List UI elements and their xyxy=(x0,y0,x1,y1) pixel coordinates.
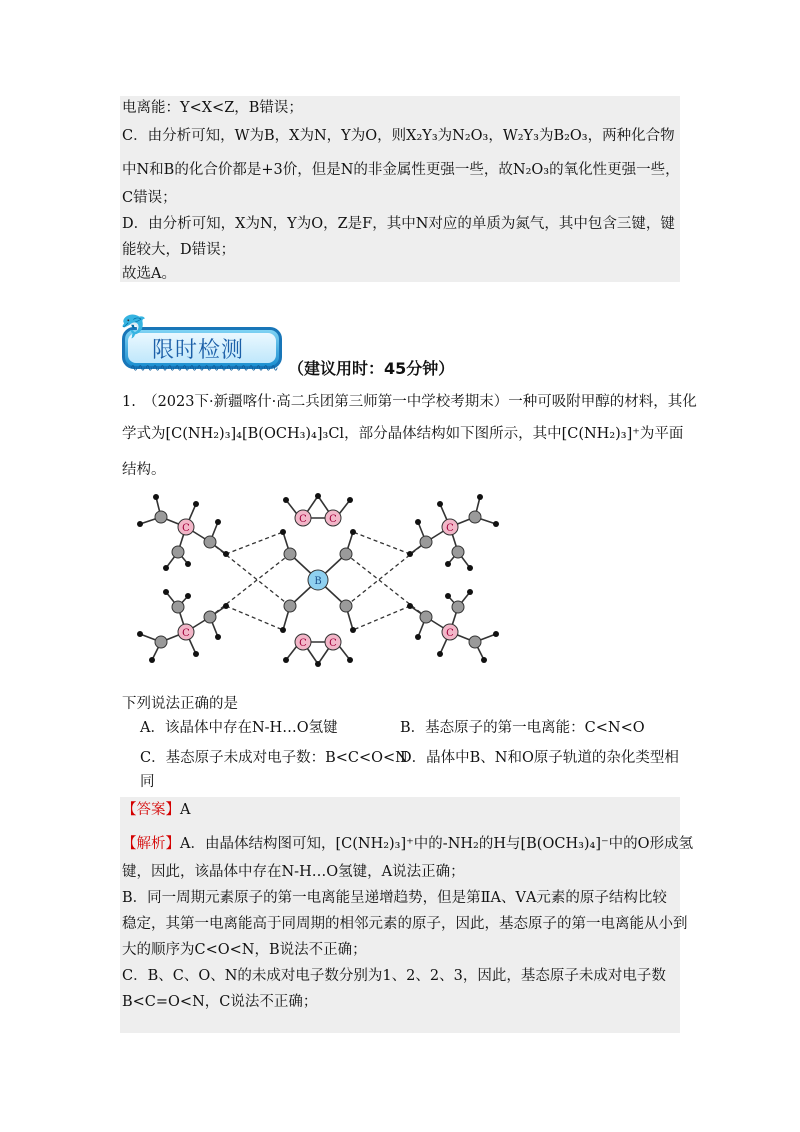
analysis-line xyxy=(122,834,693,854)
option-d: D．晶体中B、N和O原子轨道的杂化类型相 xyxy=(400,750,679,766)
question-prompt: 下列说法正确的是 xyxy=(122,696,238,712)
answer-tag: 【答案】 xyxy=(122,802,180,818)
carbon-label: C xyxy=(446,628,454,639)
carbon-label: C xyxy=(182,523,190,534)
section-title: 限时检测 xyxy=(152,338,245,363)
question-stem: 结构。 xyxy=(122,462,166,478)
section-banner xyxy=(118,315,286,377)
wave-decoration: ∿∿∿∿∿∿∿∿∿∿∿∿∿∿∿∿∿∿∿∿ xyxy=(130,363,278,374)
dolphin-icon: 🐬 xyxy=(120,315,148,340)
option-c: C．基态原子未成对电子数：B<C<O<N xyxy=(140,750,408,766)
analysis-line: 稳定，其第一电离能高于同周期的相邻元素的原子，因此，基态原子的第一电离能从小到 xyxy=(122,916,688,932)
analysis-line: B．同一周期元素原子的第一电离能呈递增趋势，但是第ⅡA、ⅤA元素的原子结构比较 xyxy=(122,890,667,906)
analysis-line: 键，因此，该晶体中存在N-H…O氢键，A说法正确； xyxy=(122,864,465,880)
analysis-line: B<C=O<N，C说法不正确； xyxy=(122,994,318,1010)
option-b: B．基态原子的第一电离能：C<N<O xyxy=(400,720,645,736)
text-line: C错误； xyxy=(122,190,177,206)
option-a: A．该晶体中存在N-H…O氢键 xyxy=(140,720,338,736)
text-line: C．由分析可知，W为B，X为N，Y为O，则X₂Y₃为N₂O₃，W₂Y₃为B₂O₃，两种化合物 xyxy=(122,128,675,144)
suggested-time: （建议用时：45分钟） xyxy=(288,359,455,378)
analysis-tag: 【解析】 xyxy=(122,836,180,852)
text-line: 中N和B的化合价都是+3价，但是N的非金属性更强一些，故N₂O₃的氧化性更强一些， xyxy=(122,162,680,178)
analysis-text: A．由晶体结构图可知，[C(NH₂)₃]⁺中的-NH₂的H与[B(OCH₃)₄]⁻中的O形成氢 xyxy=(180,836,694,852)
answer-line xyxy=(122,800,190,820)
answer-value: A xyxy=(180,802,191,818)
text-line: 电离能：Y<X<Z，B错误； xyxy=(122,100,303,116)
question-stem: 学式为[C(NH₂)₃]₄[B(OCH₃)₄]₃Cl，部分晶体结构如下图所示，其中[C(NH₂)₃]⁺为平面 xyxy=(122,426,684,442)
question-stem: 1. （2023下·新疆喀什·高二兵团第三师第一中学校考期末）一种可吸附甲醇的材料，其化 xyxy=(122,394,697,410)
text-line: 能较大，D错误； xyxy=(122,242,236,258)
boron-label: B xyxy=(314,576,322,587)
analysis-line: 大的顺序为C<O<N，B说法不正确； xyxy=(122,942,367,958)
analysis-line: C．B、C、O、N的未成对电子数分别为1、2、2、3，因此，基态原子未成对电子数 xyxy=(122,968,666,984)
atom-labels xyxy=(182,514,454,649)
carbon-label: C xyxy=(299,514,307,525)
text-line: D．由分析可知，X为N，Y为O，Z是F，其中N对应的单质为氮气，其中包含三键，键 xyxy=(122,216,675,232)
option-d-continued: 同 xyxy=(140,774,155,790)
carbon-label: C xyxy=(446,523,454,534)
carbon-label: C xyxy=(329,638,337,649)
crystal-structure-figure xyxy=(128,482,508,672)
text-line: 故选A。 xyxy=(122,266,176,282)
carbon-label: C xyxy=(329,514,337,525)
carbon-label: C xyxy=(299,638,307,649)
carbon-label: C xyxy=(182,628,190,639)
